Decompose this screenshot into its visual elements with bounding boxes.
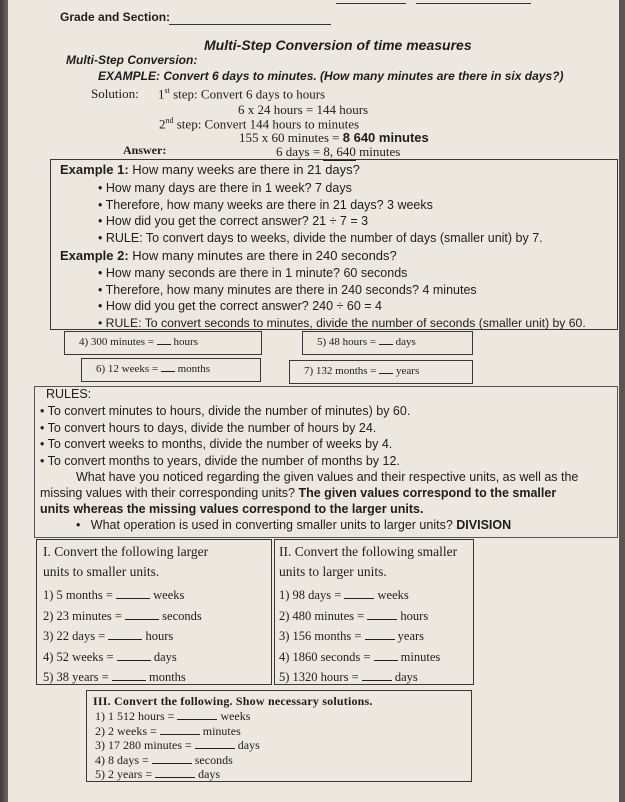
part3-item: 5) 2 years = days bbox=[95, 767, 221, 781]
step-two: 2nd step: Convert 144 hours to minutes bbox=[159, 116, 360, 132]
part3-item: 4) 8 days = seconds bbox=[95, 752, 233, 767]
top-rule bbox=[416, 3, 531, 4]
section-heading: Multi-Step Conversion: bbox=[66, 53, 198, 67]
part2-item: 3) 156 months = years bbox=[279, 629, 425, 643]
part3-box bbox=[86, 690, 472, 782]
reflection-line-1: What have you noticed regarding the given values and their respective units, as well as the bbox=[76, 470, 579, 484]
example2-bullet: • How many seconds are there in 1 minute? 60 seconds bbox=[98, 266, 408, 280]
practice-box-6: 6) 12 weeks = months bbox=[81, 358, 261, 382]
rules-heading: RULES: bbox=[46, 387, 92, 401]
part1-items bbox=[43, 585, 202, 688]
grade-blank bbox=[169, 24, 331, 25]
worksheet-page bbox=[6, 0, 619, 802]
calc-two: 155 x 60 minutes = 8 640 minutes bbox=[239, 130, 429, 145]
part1-subtitle: units to smaller units. bbox=[43, 564, 160, 579]
part2-item: 5) 1320 hours = days bbox=[279, 670, 418, 684]
example1-heading: Example 1: How many weeks are there in 21 days? bbox=[60, 162, 360, 177]
reflection-line-2: missing values with their corresponding units? The given values correspond to the smaller bbox=[40, 486, 557, 500]
practice-box-7: 7) 132 months = years bbox=[289, 360, 473, 384]
part2-item: 4) 1860 seconds = minutes bbox=[279, 649, 441, 664]
part1-item: 2) 23 minutes = seconds bbox=[43, 608, 202, 623]
operation-question: • What operation is used in converting smaller units to larger units? DIVISION bbox=[76, 518, 512, 532]
page-title: Multi-Step Conversion of time measures bbox=[204, 37, 472, 53]
part2-box bbox=[274, 539, 474, 685]
part3-item: 2) 2 weeks = minutes bbox=[95, 723, 241, 738]
example2-heading: Example 2: How many minutes are there in 240 seconds? bbox=[60, 248, 397, 263]
answer-label: Answer: bbox=[123, 143, 167, 157]
part1-item: 1) 5 months = weeks bbox=[43, 588, 185, 602]
solution-label: Solution: bbox=[91, 86, 139, 101]
rule-item: • To convert months to years, divide the number of months by 12. bbox=[40, 453, 400, 468]
part2-item: 1) 98 days = weeks bbox=[279, 588, 409, 602]
example1-bullet: • How many days are there in 1 week? 7 days bbox=[98, 181, 352, 195]
part1-title: I. Convert the following larger bbox=[43, 544, 209, 559]
top-rule bbox=[336, 3, 406, 4]
part1-item: 3) 22 days = hours bbox=[43, 629, 174, 643]
part3-item: 3) 17 280 minutes = days bbox=[95, 738, 260, 752]
example2-bullet: • RULE: To convert seconds to minutes, divide the number of seconds (smaller unit) by 60. bbox=[98, 315, 586, 330]
part2-title: II. Convert the following smaller bbox=[279, 544, 458, 559]
example-statement: EXAMPLE: Convert 6 days to minutes. (How many minutes are there in six days?) bbox=[98, 69, 564, 83]
example1-bullet: • RULE: To convert days to weeks, divide the number of days (smaller unit) by 7. bbox=[98, 230, 543, 245]
grade-label: Grade and Section: bbox=[60, 10, 171, 24]
example1-list bbox=[98, 180, 543, 246]
example2-bullet: • Therefore, how many minutes are there in 240 seconds? 4 minutes bbox=[98, 282, 477, 297]
example1-bullet: • How did you get the correct answer? 21 ÷ 7 = 3 bbox=[98, 214, 369, 228]
rule-item: • To convert weeks to months, divide the number of weeks by 4. bbox=[40, 437, 393, 451]
answer-line: 6 days = 8, 640 minutes bbox=[276, 144, 401, 159]
reflection-line-3: units whereas the missing values correspond to the larger units. bbox=[40, 502, 424, 516]
calc-one: 6 x 24 hours = 144 hours bbox=[238, 102, 369, 117]
rule-item: • To convert hours to days, divide the number of hours by 24. bbox=[40, 420, 377, 435]
step-one: 1st step: Convert 6 days to hours bbox=[158, 86, 326, 102]
part2-items bbox=[279, 585, 440, 688]
example1-bullet: • Therefore, how many weeks are there in 21 days? 3 weeks bbox=[98, 197, 433, 212]
practice-box-4: 4) 300 minutes = hours bbox=[64, 331, 262, 355]
part3-items bbox=[95, 709, 260, 782]
rule-item: • To convert minutes to hours, divide the number of minutes) by 60. bbox=[40, 404, 411, 418]
part2-item: 2) 480 minutes = hours bbox=[279, 608, 429, 623]
example2-list bbox=[98, 265, 586, 331]
rules-list bbox=[40, 403, 410, 469]
part3-item: 1) 1 512 hours = weeks bbox=[95, 709, 251, 723]
part1-item: 4) 52 weeks = days bbox=[43, 649, 177, 664]
part1-item: 5) 38 years = months bbox=[43, 670, 186, 684]
part2-subtitle: units to larger units. bbox=[279, 564, 387, 579]
practice-box-5: 5) 48 hours = days bbox=[302, 331, 473, 355]
page-edge-shadow bbox=[0, 0, 8, 802]
part3-title: III. Convert the following. Show necessary solutions. bbox=[93, 694, 373, 708]
part1-box bbox=[36, 539, 272, 685]
example2-bullet: • How did you get the correct answer? 240 ÷ 60 = 4 bbox=[98, 299, 382, 313]
